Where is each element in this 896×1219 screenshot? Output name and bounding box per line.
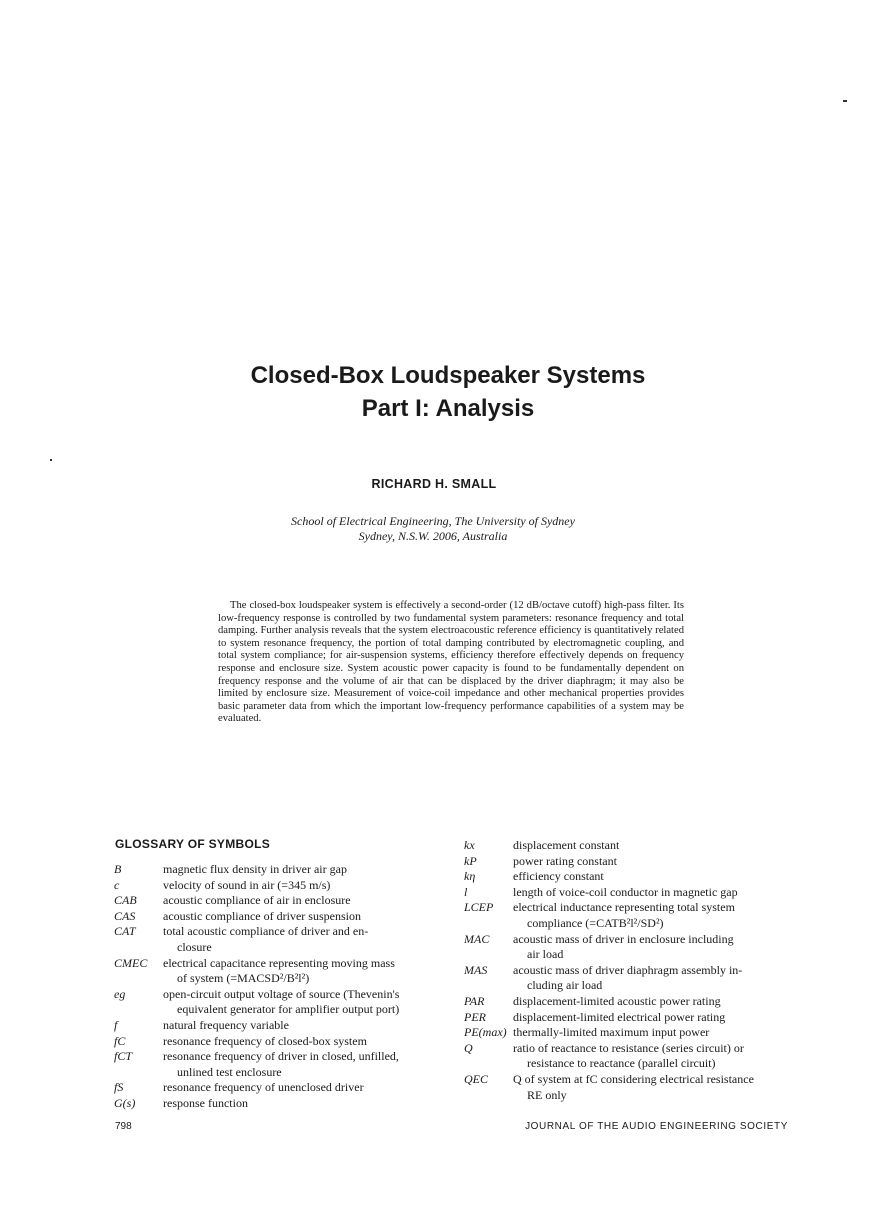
glossary-definition-continuation: unlined test enclosure <box>177 1064 282 1079</box>
glossary-symbol: LCEP <box>464 900 494 915</box>
glossary-definition-text: resonance frequency of driver in closed, unfilled, <box>163 1049 399 1064</box>
glossary-symbol: PER <box>464 1009 486 1024</box>
glossary-definition <box>513 1025 790 1041</box>
glossary-definition-continuation: compliance (=CATB²l²/SD²) <box>527 915 664 930</box>
glossary-entry <box>114 1049 414 1080</box>
glossary-definition <box>163 987 414 1018</box>
glossary-symbol: kP <box>464 853 477 868</box>
glossary-symbol: B <box>114 862 122 876</box>
glossary-definition-text: acoustic mass of driver in enclosure including <box>513 931 734 946</box>
glossary-entry <box>114 924 414 955</box>
glossary-definition-text: displacement-limited acoustic power rating <box>513 993 721 1008</box>
glossary-entry <box>464 838 790 854</box>
glossary-definition <box>163 1018 414 1034</box>
glossary-symbol: fCT <box>114 1049 133 1064</box>
glossary-definition-continuation: of system (=MACSD²/B²l²) <box>177 971 310 986</box>
glossary-entry <box>464 854 790 870</box>
glossary-definition-text: Q of system at fC considering electrical resistance <box>513 1071 754 1086</box>
glossary-definition <box>163 1080 414 1096</box>
glossary-definition-text: response function <box>163 1095 248 1110</box>
glossary-definition-text: displacement-limited electrical power rating <box>513 1009 726 1024</box>
glossary-symbol: fS <box>114 1080 124 1095</box>
glossary-symbol: CAS <box>114 908 136 923</box>
glossary-definition <box>513 869 790 885</box>
glossary-definition-text: thermally-limited maximum input power <box>513 1025 710 1040</box>
scan-mark <box>843 100 847 102</box>
glossary-entry <box>114 1034 414 1050</box>
glossary-entry <box>114 1096 414 1112</box>
glossary-symbol: l <box>464 884 468 899</box>
glossary-definition <box>163 956 414 987</box>
glossary-definition-text: electrical inductance representing total system <box>513 900 735 915</box>
glossary-definition-continuation: equivalent generator for amplifier output port) <box>177 1002 400 1017</box>
glossary-definition-text: acoustic compliance of air in enclosure <box>163 893 351 908</box>
glossary-definition <box>163 862 414 878</box>
glossary-entry <box>464 869 790 885</box>
glossary-symbol: CMEC <box>114 955 148 970</box>
glossary-symbol: MAC <box>464 931 490 946</box>
glossary-definition-text: resonance frequency of closed-box system <box>163 1033 367 1048</box>
glossary-definition-text: electrical capacitance representing moving mass <box>163 955 395 970</box>
page-number: 798 <box>115 1121 132 1132</box>
glossary-symbol: MAS <box>464 962 488 977</box>
glossary-entry <box>114 878 414 894</box>
journal-name: JOURNAL OF THE AUDIO ENGINEERING SOCIETY <box>525 1121 788 1132</box>
glossary-left-column <box>114 862 414 1112</box>
glossary-entry <box>464 1041 790 1072</box>
glossary-definition <box>513 854 790 870</box>
glossary-entry <box>114 909 414 925</box>
glossary-definition-text: acoustic mass of driver diaphragm assembly in- <box>513 962 743 977</box>
glossary-symbol: f <box>114 1017 118 1032</box>
glossary-definition <box>163 924 414 955</box>
glossary-definition <box>163 893 414 909</box>
glossary-entry <box>114 1080 414 1096</box>
glossary-symbol: kη <box>464 869 476 884</box>
glossary-definition-text: open-circuit output voltage of source (Thevenin's <box>163 986 400 1001</box>
glossary-definition-continuation: RE only <box>527 1087 567 1102</box>
glossary-definition-text: velocity of sound in air (=345 m/s) <box>163 877 331 892</box>
scan-mark <box>50 459 52 461</box>
glossary-entry <box>464 963 790 994</box>
glossary-definition <box>513 885 790 901</box>
glossary-definition-text: magnetic flux density in driver air gap <box>163 862 347 876</box>
glossary-symbol: QEC <box>464 1071 488 1086</box>
glossary-symbol: CAT <box>114 924 136 939</box>
glossary-definition-text: length of voice-coil conductor in magnetic gap <box>513 884 738 899</box>
glossary-symbol: c <box>114 877 120 892</box>
glossary-symbol: fC <box>114 1033 126 1048</box>
glossary-definition <box>513 1072 790 1103</box>
paper-title-line-2: Part I: Analysis <box>361 395 535 422</box>
affiliation-line-2: Sydney, N.S.W. 2006, Australia <box>358 529 508 543</box>
glossary-entry <box>464 885 790 901</box>
glossary-entry <box>464 1010 790 1026</box>
glossary-entry <box>464 1025 790 1041</box>
glossary-definition-text: total acoustic compliance of driver and en- <box>163 924 369 939</box>
glossary-entry <box>114 862 414 878</box>
glossary-entry <box>114 956 414 987</box>
glossary-entry <box>464 900 790 931</box>
glossary-symbol: PAR <box>464 993 485 1008</box>
glossary-definition <box>513 1041 790 1072</box>
glossary-symbol: eg <box>114 986 126 1001</box>
glossary-entry <box>464 932 790 963</box>
glossary-definition-text: natural frequency variable <box>163 1017 289 1032</box>
glossary-definition-text: power rating constant <box>513 853 617 868</box>
glossary-definition-continuation: closure <box>177 939 212 954</box>
glossary-definition <box>513 994 790 1010</box>
glossary-definition <box>513 932 790 963</box>
glossary-symbol: G(s) <box>114 1095 136 1110</box>
glossary-definition-continuation: resistance to reactance (parallel circuit) <box>527 1056 716 1071</box>
glossary-entry <box>114 893 414 909</box>
glossary-definition-text: resonance frequency of unenclosed driver <box>163 1080 364 1095</box>
glossary-symbol: CAB <box>114 893 137 908</box>
abstract: The closed-box loudspeaker system is effectively a second-order (12 dB/octave cutoff) high-pass filter. Its low-frequency response is controlled by two fundamental system parameters: resonance frequency and total damping. Further analysis reveals that the system electroacoustic reference efficiency is quantitatively related to system resonance frequency, the portion of total damping contributed by electromagnetic coupling, and total system compliance; for air-suspension systems, efficiency therefore effectively depends on frequency response and enclosure size. System acoustic power capacity is found to be fundamentally dependent on frequency response and the volume of air that can be displaced by the driver diaphragm; it may also be limited by enclosure size. Measurement of voice-coil impedance and other mechanical properties provides basic parameter data from which the important low-frequency performance capabilities of a system may be evaluated. <box>218 600 684 725</box>
glossary-definition <box>513 963 790 994</box>
glossary-definition <box>163 878 414 894</box>
author-name: RICHARD H. SMALL <box>371 477 497 491</box>
glossary-definition-text: efficiency constant <box>513 869 604 884</box>
glossary-definition <box>163 1096 414 1112</box>
glossary-definition <box>513 900 790 931</box>
affiliation-line-1: School of Electrical Engineering, The University of Sydney <box>291 514 575 528</box>
glossary-definition-text: ratio of reactance to resistance (series circuit) or <box>513 1040 744 1055</box>
glossary-definition <box>163 1034 414 1050</box>
glossary-definition-continuation: air load <box>527 947 564 962</box>
glossary-entry <box>114 987 414 1018</box>
glossary-definition <box>513 1010 790 1026</box>
glossary-symbol: kx <box>464 838 475 852</box>
glossary-definition <box>163 909 414 925</box>
glossary-entry <box>114 1018 414 1034</box>
glossary-definition-text: acoustic compliance of driver suspension <box>163 908 361 923</box>
glossary-definition <box>163 1049 414 1080</box>
glossary-definition <box>513 838 790 854</box>
glossary-symbol: PE(max) <box>464 1025 507 1040</box>
glossary-symbol: Q <box>464 1040 473 1055</box>
glossary-definition-text: displacement constant <box>513 838 620 852</box>
paper-title-line-1: Closed-Box Loudspeaker Systems <box>250 362 646 389</box>
glossary-right-column <box>464 838 790 1103</box>
glossary-entry <box>464 1072 790 1103</box>
glossary-definition-continuation: cluding air load <box>527 978 603 993</box>
glossary-entry <box>464 994 790 1010</box>
glossary-heading: GLOSSARY OF SYMBOLS <box>115 837 271 851</box>
